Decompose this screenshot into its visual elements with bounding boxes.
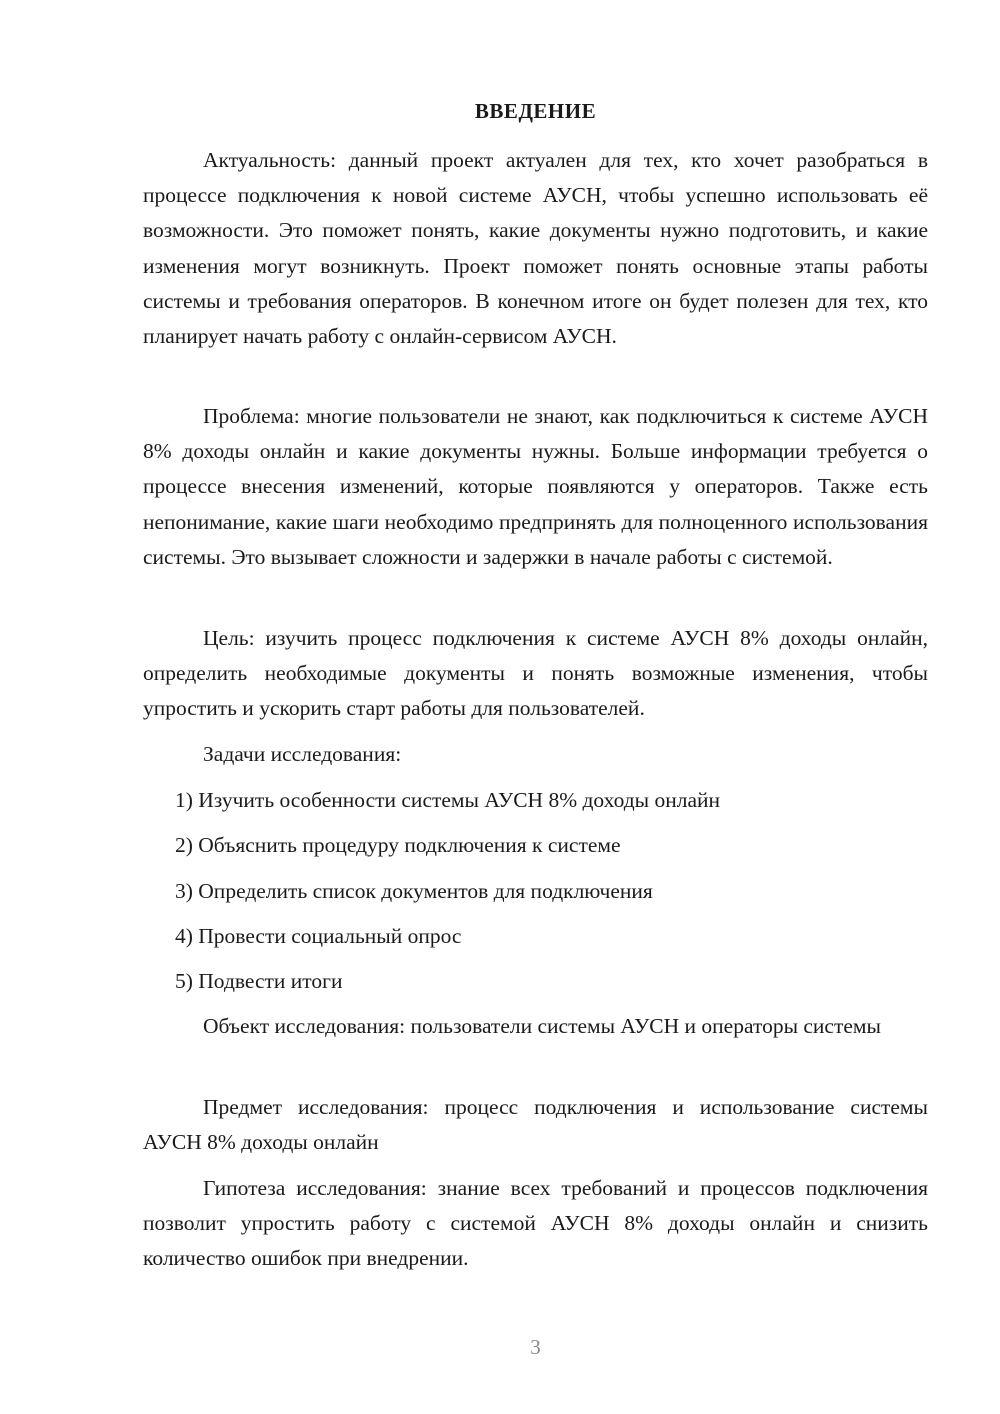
task-item: 5) Подвести итоги [175, 969, 343, 994]
task-item: 3) Определить список документов для подключения [175, 878, 653, 903]
hypothesis-paragraph: Гипотеза исследования: знание всех требований и процессов подключения позволит упростить работу с системой АУСН 8% доходы онлайн и снизить количество ошибок при внедрении. [143, 1176, 928, 1271]
page-number: 3 [530, 1335, 541, 1359]
problem-paragraph: Проблема: многие пользователи не знают, как подключиться к системе АУСН 8% доходы онлайн и какие документы нужны. Больше информации требуется о процессе внесения изменений, которые появляются у операторов. Также есть непонимание, какие шаги необходимо предпринять для полноценного использования системы. Это вызывает сложности и задержки в начале работы с системой. [143, 404, 928, 569]
subject-paragraph: Предмет исследования: процесс подключения и использование системы АУСН 8% доходы онлайн [143, 1095, 928, 1155]
task-item: 2) Объяснить процедуру подключения к системе [175, 833, 621, 858]
task-list [175, 783, 720, 1009]
tasks-heading: Задачи исследования: [203, 742, 402, 766]
task-item: 4) Провести социальный опрос [175, 923, 462, 948]
task-item: 1) Изучить особенности системы АУСН 8% доходы онлайн [175, 788, 720, 812]
relevance-paragraph: Актуальность: данный проект актуален для тех, кто хочет разобраться в процессе подключения к новой системе АУСН, чтобы успешно использовать её возможности. Это поможет понять, какие документы нужно подготовить, и какие изменения могут возникнуть. Проект поможет понять основные этапы работы системы и требования операторов. В конечном итоге он будет полезен для тех, кто планирует начать работу с онлайн-сервисом АУСН. [143, 148, 928, 349]
page-title: ВВЕДЕНИЕ [474, 99, 597, 123]
goal-paragraph: Цель: изучить процесс подключения к системе АУСН 8% доходы онлайн, определить необходимые документы и понять возможные изменения, чтобы упростить и ускорить старт работы для пользователей. [143, 626, 928, 721]
object-paragraph: Объект исследования: пользователи системы АУСН и операторы системы [203, 1014, 881, 1038]
